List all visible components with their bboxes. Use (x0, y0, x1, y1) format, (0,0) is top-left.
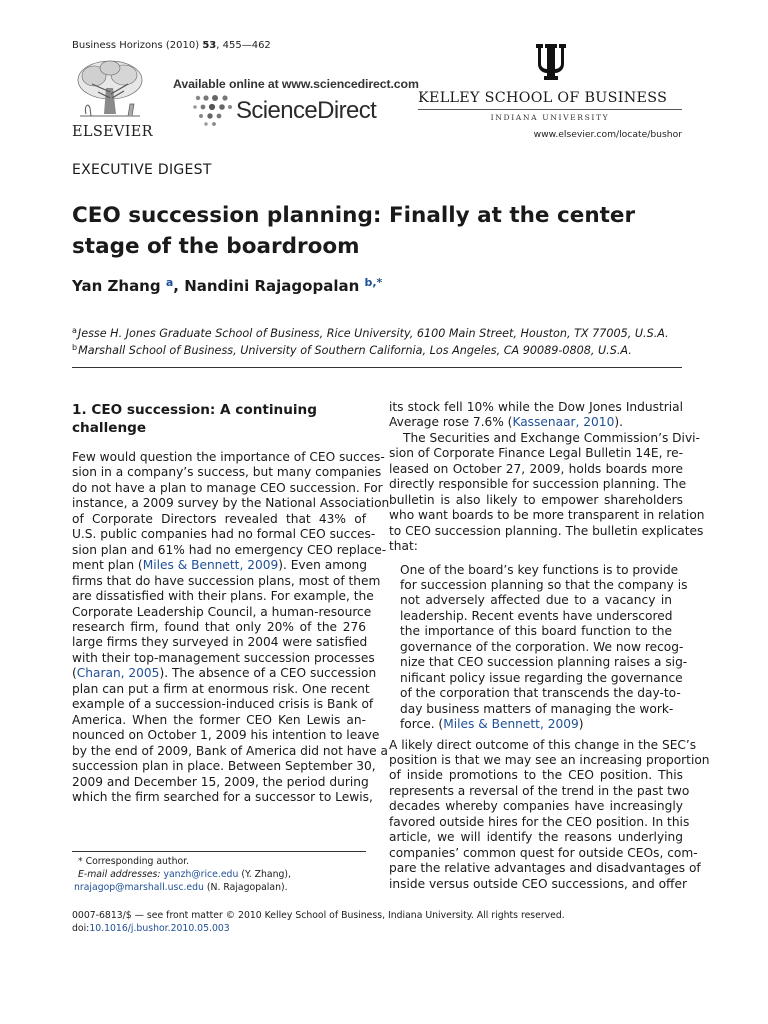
email-link-rajagopalan[interactable]: nrajagop@marshall.usc.edu (74, 882, 204, 894)
section-1-heading: 1. CEO succession: A continuing challenge (72, 402, 317, 436)
title-line-2: stage of the boardroom (72, 234, 360, 259)
university-name: INDIANA UNIVERSITY (490, 113, 610, 122)
journal-reference: Business Horizons (2010) 53, 455—462 (72, 40, 271, 51)
email-link-zhang[interactable]: yanzh@rice.edu (163, 869, 239, 881)
doi-link[interactable]: 10.1016/j.bushor.2010.05.003 (89, 923, 230, 935)
school-divider (418, 109, 682, 110)
copyright-line: 0007-6813/$ — see front matter © 2010 Kelley School of Business, Indiana University. All rights reserved. (72, 910, 565, 921)
citation-link-miles-bennett[interactable]: Miles & Bennett, 2009 (142, 558, 279, 573)
article-title (72, 200, 692, 262)
school-name: KELLEY SCHOOL OF BUSINESS (418, 90, 668, 106)
affiliation-a: $^a$Jesse H. Jones Graduate School of Business, Rice University, 6100 Main Street, Houston, TX 77005, U.S.A. (72, 326, 669, 340)
sciencedirect-availability: Available online at www.sciencedirect.com (173, 77, 419, 91)
corresponding-author-note: * Corresponding author. (78, 856, 190, 867)
citation-link-kassenaar[interactable]: Kassenaar, 2010 (512, 415, 615, 430)
right-column-text: its stock fell 10% while the Dow Jones Industrial Average rose 7.6% (Kassenaar, 2010). The Securities and Exchange Commission’s Divi- sion of Corporate Finance Legal Bulletin 14E, re- leased on October 27, 2009, holds boards more directly responsible for succession planning. The bulletin is also likely to empower shareholders who want boards to be more transparent in relation to CEO succession planning. The bulletin explicates that: One of the board’s key functions is to provide for succession planning so that the company is not adversely affected due to a vacancy in leadership. Recent events have underscored the importance of this board function to the governance of the corporation. We now recog- nize that CEO succession planning raises a sig- nificant policy issue regarding the governance of the corporation that transcends the day-to- day business matters of managing the work- force. (Miles & Bennett, 2009) A likely direct outcome of this change in the SEC’s position is that we may see an increasing proportion of inside promotions to the CEO position. This represents a reversal of the trend in the past two decades whereby companies have increasingly favored outside hires for the CEO position. In this article, we will identify the reasons underlying companies’ common quest for outside CEOs, com- pare the relative advantages and disadvantages of inside versus outside CEO successions, and offer (389, 400, 710, 891)
sciencedirect-dots-logo (192, 94, 234, 128)
author-1-affiliation-marker[interactable]: a (165, 276, 174, 289)
footnote: * Corresponding author. E-mail addresses: yanzh@rice.edu (Y. Zhang), nrajagop@marshall.usc.edu (N. Rajagopalan). (72, 855, 366, 895)
citation-link-miles-bennett-2[interactable]: Miles & Bennett, 2009 (443, 717, 579, 732)
author-list: Yan Zhang $^a$, Nandini Rajagopalan $^{b,*}$ (72, 276, 383, 295)
indiana-university-trident-logo (534, 40, 568, 84)
blockquote-sec-bulletin: One of the board’s key functions is to provide for succession planning so that the company is not adversely affected due to a vacancy in leadership. Recent events have underscored the importance of this board function to the governance of the corporation. We now recog- nize that CEO succession planning raises a sig- nificant policy issue regarding the governance of the corporation that transcends the day-to- day business matters of managing the work- force. (Miles & Bennett, 2009) (400, 562, 688, 732)
copyright-block: 0007-6813/$ — see front matter © 2010 Kelley School of Business, Indiana University. All rights reserved. doi:10.1016/j.bushor.2010.05.003 (72, 910, 565, 935)
sciencedirect-wordmark: ScienceDirect (236, 97, 377, 124)
footnote-divider (72, 851, 366, 852)
journal-url[interactable]: www.elsevier.com/locate/bushor (533, 129, 682, 140)
article-type: EXECUTIVE DIGEST (72, 162, 212, 178)
citation-link-charan[interactable]: Charan, 2005 (76, 666, 160, 681)
author-2-affiliation-marker[interactable]: b,* (364, 276, 383, 289)
left-column-paragraph: Few would question the importance of CEO succes- sion in a company’s success, but many companies do not have a plan to manage CEO succession. For instance, a 2009 survey by the National Association of Corporate Directors revealed that 43% of U.S. public companies had no formal CEO succes- sion plan and 61% had no emergency CEO replace- ment plan (Miles & Bennett, 2009). Even among firms that do have succession plans, most of them are dissatisfied with their plans. For example, the Corporate Leadership Council, a human-resource research firm, found that only 20% of the 276 large firms they surveyed in 2004 were satisfied with their top-management succession processes (Charan, 2005). The absence of a CEO succession plan can put a firm at enormous risk. One recent example of a succession-induced crisis is Bank of America. When the former CEO Ken Lewis an- nounced on October 1, 2009 his intention to leave by the end of 2009, Bank of America did not have a succession plan in place. Between September 30, 2009 and December 15, 2009, the period during which the firm searched for a successor to Lewis, (72, 450, 390, 804)
author-2: Nandini Rajagopalan (184, 277, 360, 295)
affiliation-b: $^b$Marshall School of Business, University of Southern California, Los Angeles, CA 90089-0808, U.S.A. (72, 343, 632, 357)
title-line-1: CEO succession planning: Finally at the center (72, 203, 636, 228)
journal-volume: 53 (202, 40, 217, 51)
elsevier-wordmark: ELSEVIER (72, 124, 153, 140)
header-divider (72, 367, 682, 368)
author-1: Yan Zhang (72, 277, 161, 295)
